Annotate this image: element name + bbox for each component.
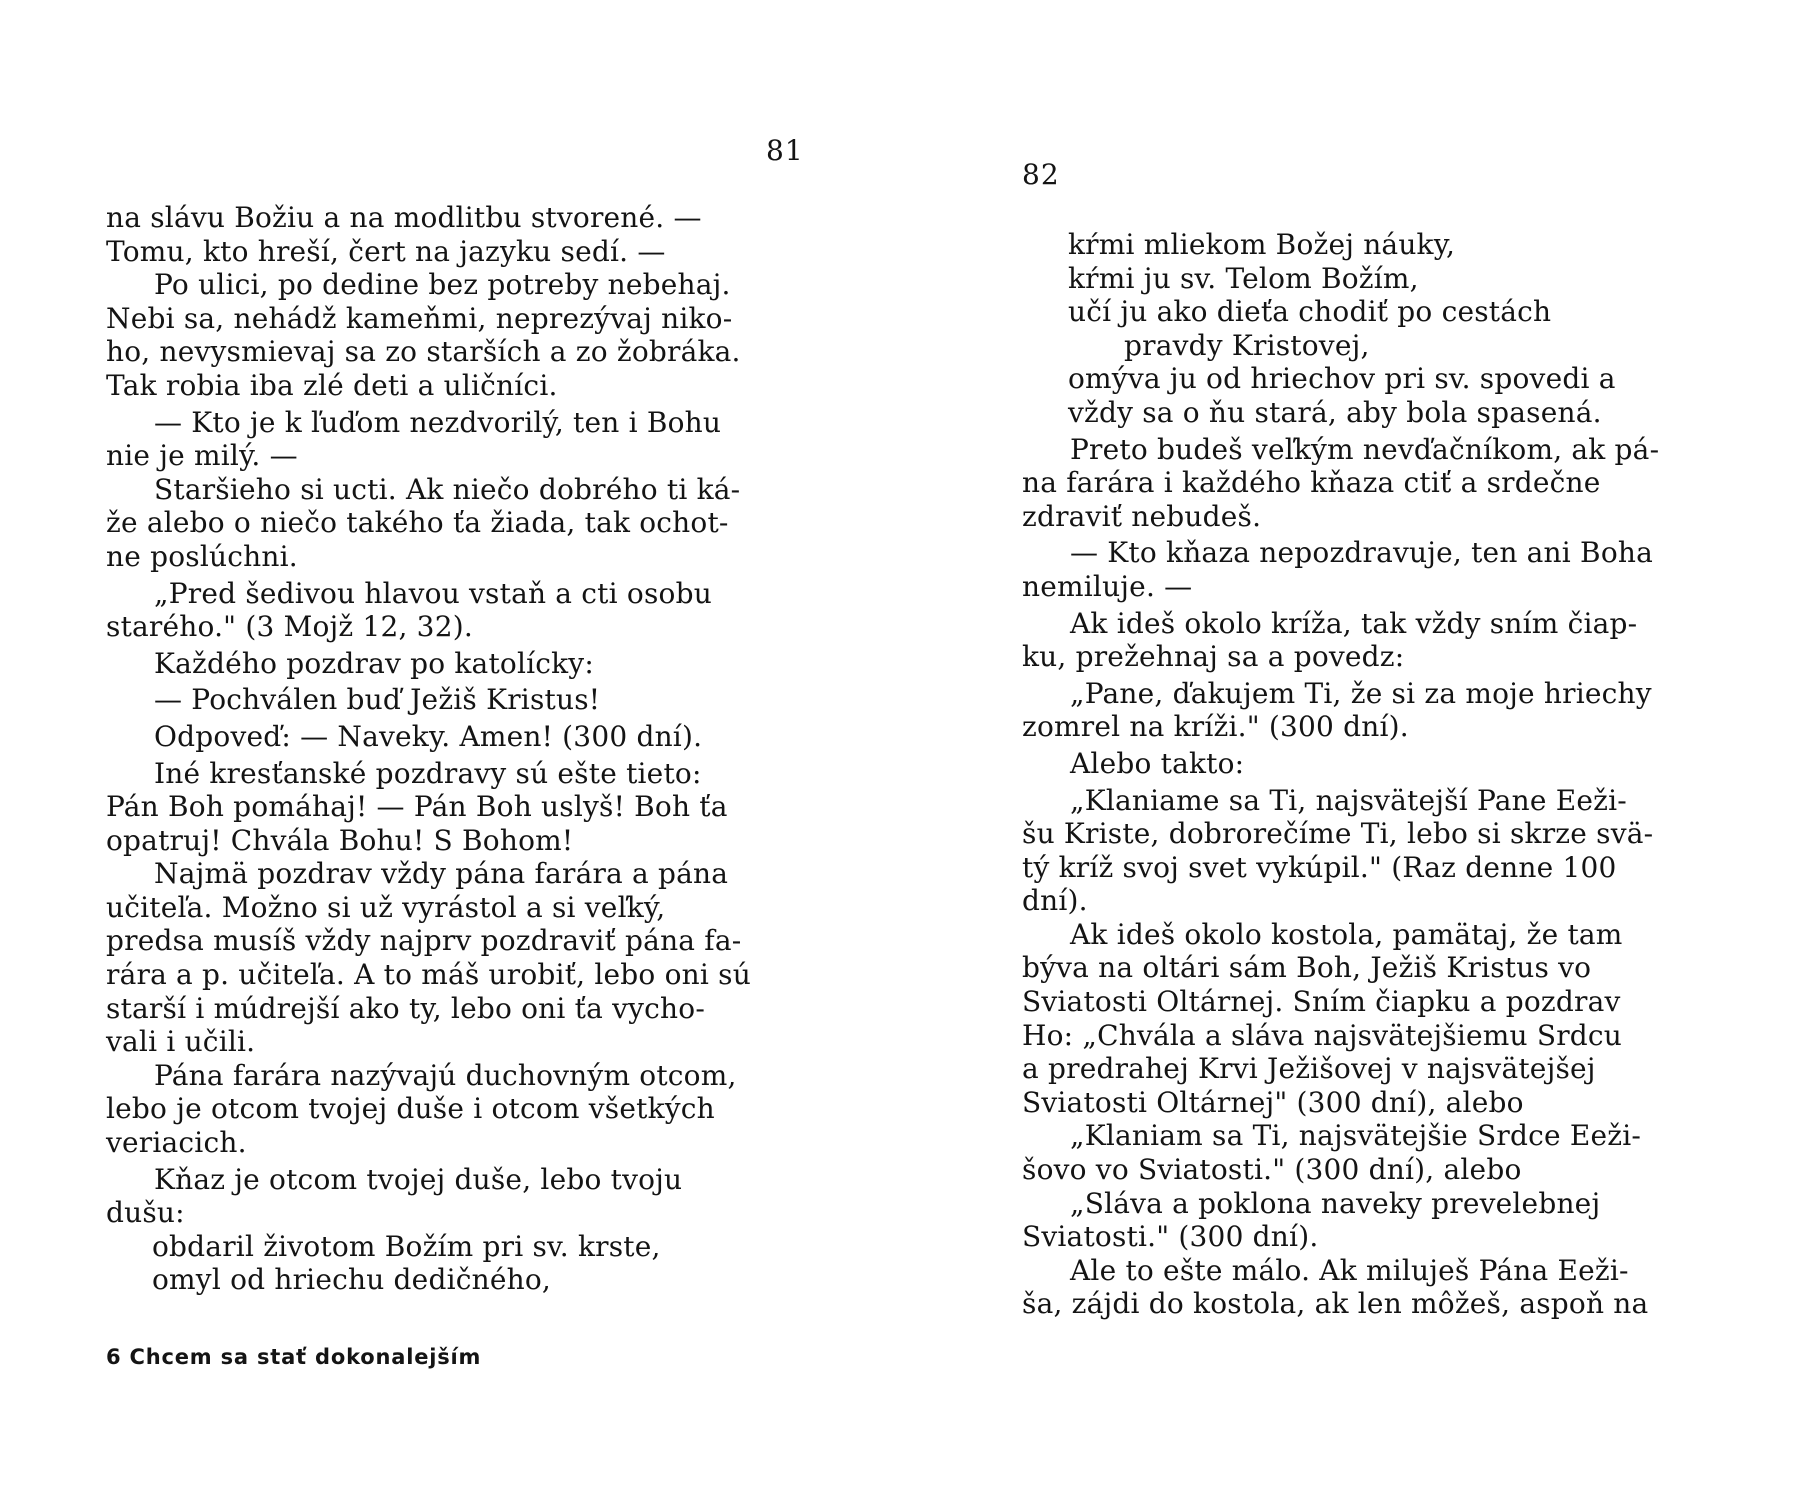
text-line: Ale to ešte málo. Ak miluješ Pána Eeži- — [1070, 1253, 1629, 1287]
text-line: pravdy Kristovej, — [1124, 328, 1370, 362]
text-line: učiteľa. Možno si už vyrástol a si veľký, — [106, 890, 666, 924]
text-line: šu Kriste, dobrorečíme Ti, lebo si skrze svä- — [1022, 817, 1654, 851]
text-line: zdraviť nebudeš. — [1022, 499, 1262, 533]
text-line: ku, prežehnaj sa a povedz: — [1022, 640, 1405, 674]
text-line: šovo vo Sviatosti." (300 dní), alebo — [1022, 1153, 1522, 1187]
right-page — [904, 0, 1808, 1500]
text-line: — Kto kňaza nepozdravuje, ten ani Boha — [1070, 536, 1654, 570]
text-line: Sviatosti Oltárnej" (300 dní), alebo — [1022, 1085, 1524, 1119]
text-line: Tomu, kto hreší, čert na jazyku sedí. — — [106, 234, 666, 268]
text-line: „Pane, ďakujem Ti, že si za moje hriechy — [1070, 676, 1652, 710]
text-line: a predrahej Krvi Ježišovej v najsvätejšej — [1022, 1052, 1596, 1086]
text-line: nie je milý. — — [106, 439, 298, 473]
page-number-81: 81 — [766, 134, 804, 167]
text-line: Ho: „Chvála a sláva najsvätejšiemu Srdcu — [1022, 1018, 1623, 1052]
text-line: — Pochválen buď Ježiš Kristus! — [154, 683, 601, 717]
text-line: Preto budeš veľkým nevďačníkom, ak pá- — [1070, 432, 1660, 466]
text-line: opatruj! Chvála Bohu! S Bohom! — [106, 823, 574, 857]
text-line: Pán Boh pomáhaj! — Pán Boh uslyš! Boh ťa — [106, 790, 728, 824]
text-line: Nebi sa, nehádž kameňmi, neprezývaj niko- — [106, 301, 733, 335]
text-line: Tak robia iba zlé deti a uličníci. — [106, 368, 558, 402]
text-line: na slávu Božiu a na modlitbu stvorené. — — [106, 201, 702, 234]
text-line: Pána farára nazývajú duchovným otcom, — [154, 1058, 737, 1092]
text-line: obdaril životom Božím pri sv. krste, — [152, 1229, 661, 1263]
text-line: — Kto je k ľuďom nezdvorilý, ten i Bohu — [154, 405, 722, 439]
text-line: lebo je otcom tvojej duše i otcom všetkých — [106, 1092, 715, 1126]
right-page-text — [1022, 228, 1727, 1321]
text-line: vali i učili. — [106, 1025, 256, 1059]
text-line: starší i múdrejší ako ty, lebo oni ťa vycho- — [106, 991, 705, 1025]
text-line: Staršieho si ucti. Ak niečo dobrého ti ká- — [154, 472, 741, 506]
page-number-82: 82 — [1022, 158, 1060, 191]
text-line: dní). — [1022, 884, 1088, 918]
text-line: predsa musíš vždy najprv pozdraviť pána fa- — [106, 924, 742, 958]
text-line: nemiluje. — — [1022, 569, 1193, 603]
text-line: tý kríž svoj svet vykúpil." (Raz denne 100 — [1022, 850, 1617, 884]
text-line: veriacich. — [106, 1126, 247, 1160]
text-line: vždy sa o ňu stará, aby bola spasená. — [1068, 395, 1602, 429]
text-line: Ak ideš okolo kríža, tak vždy sním čiap- — [1070, 606, 1638, 640]
text-line: Alebo takto: — [1070, 746, 1245, 780]
text-line: Každého pozdrav po katolícky: — [154, 646, 594, 680]
text-line: „Pred šedivou hlavou vstaň a cti osobu — [154, 576, 712, 610]
text-line: „Klaniame sa Ti, najsvätejší Pane Eeži- — [1070, 783, 1627, 817]
text-line: že alebo o niečo takého ťa žiada, tak ochot- — [106, 506, 729, 540]
text-line: rára a p. učiteľa. A to máš urobiť, lebo oni sú — [106, 958, 751, 992]
text-line: ho, nevysmievaj sa zo starších a zo žobráka. — [106, 335, 741, 369]
text-line: Ak ideš okolo kostola, pamätaj, že tam — [1070, 917, 1623, 951]
text-line: Kňaz je otcom tvojej duše, lebo tvoju — [154, 1162, 683, 1196]
text-line: Odpoveď: — Naveky. Amen! (300 dní). — [154, 719, 703, 753]
text-line: ša, zájdi do kostola, ak len môžeš, aspoň na — [1022, 1287, 1649, 1321]
text-line: ne poslúchni. — [106, 539, 298, 573]
text-line: starého." (3 Mojž 12, 32). — [106, 610, 473, 644]
text-line: Sviatosti Oltárnej. Sním čiapku a pozdrav — [1022, 985, 1621, 1019]
text-line: „Klaniam sa Ti, najsvätejšie Srdce Eeži- — [1070, 1119, 1642, 1153]
text-line: býva na oltári sám Boh, Ježiš Kristus vo — [1022, 951, 1592, 985]
text-line: omýva ju od hriechov pri sv. spovedi a — [1068, 362, 1616, 396]
text-line: Najmä pozdrav vždy pána farára a pána — [154, 857, 729, 891]
text-line: Iné kresťanské pozdravy sú ešte tieto: — [154, 756, 702, 790]
text-line: kŕmi mliekom Božej náuky, — [1068, 228, 1456, 261]
text-line: „Sláva a poklona naveky prevelebnej — [1070, 1186, 1601, 1220]
text-line: omyl od hriechu dedičného, — [152, 1263, 552, 1297]
text-line: Po ulici, po dedine bez potreby nebehaj. — [154, 268, 731, 302]
text-line: zomrel na kríži." (300 dní). — [1022, 710, 1409, 744]
page-footer: 6 Chcem sa stať dokonalejším — [106, 1345, 482, 1369]
text-line: na farára i každého kňaza ctiť a srdečne — [1022, 466, 1601, 500]
text-line: Sviatosti." (300 dní). — [1022, 1220, 1319, 1254]
text-line: kŕmi ju sv. Telom Božím, — [1068, 261, 1419, 295]
left-page-text — [106, 201, 806, 1297]
text-line: dušu: — [106, 1196, 185, 1230]
text-line: učí ju ako dieťa chodiť po cestách — [1068, 295, 1552, 329]
